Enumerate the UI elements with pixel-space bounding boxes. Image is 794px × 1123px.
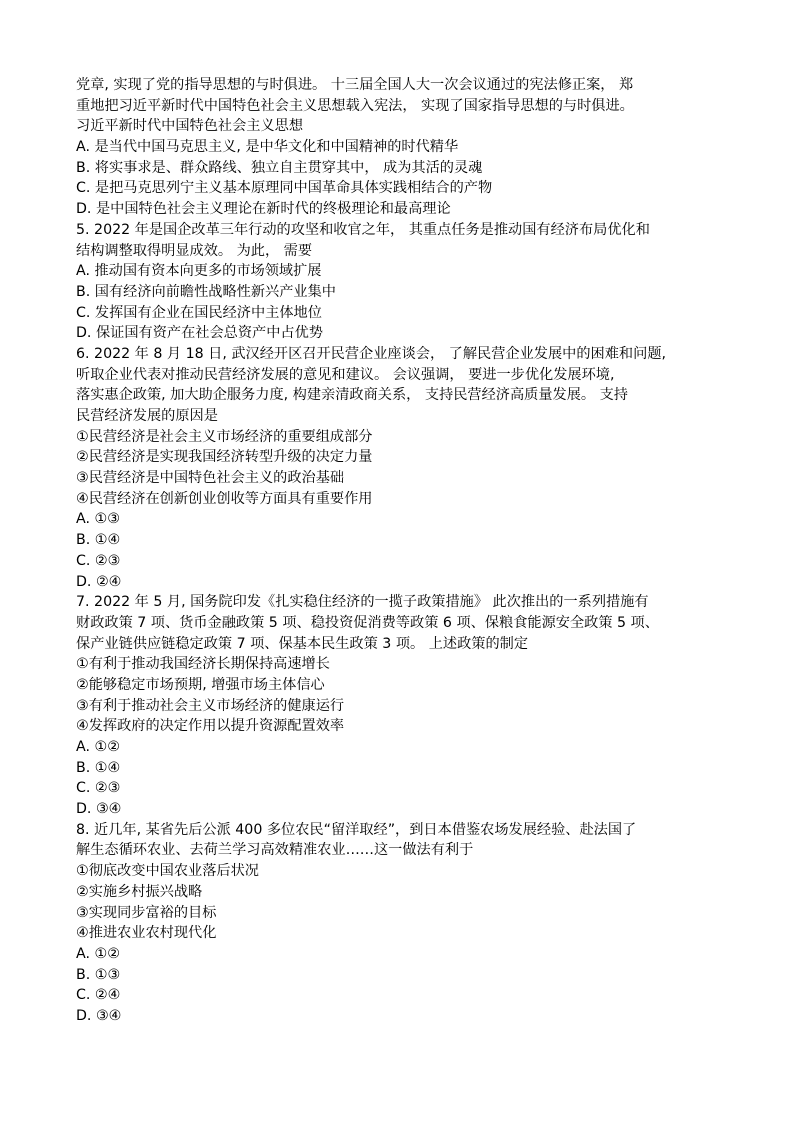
stem-line: 5. 2022 年是国企改革三年行动的攻坚和收官之年， 其重点任务是推动国有经济布局优化和 [76, 221, 650, 238]
option-d: D. ③④ [76, 801, 122, 818]
option-d: D. ③④ [76, 1007, 122, 1024]
option-c: C. ②④ [76, 987, 121, 1004]
question-8 [76, 820, 724, 1027]
stem-line: 听取企业代表对推动民营经济发展的意见和建议。 会议强调， 要进一步优化发展环境, [76, 366, 615, 383]
statement-1: ①民营经济是社会主义市场经济的重要组成部分 [76, 428, 373, 445]
stem-line: 解生态循环农业、去荷兰学习高效精准农业……这一做法有利于 [76, 842, 474, 859]
option-c: C. ②③ [76, 780, 121, 797]
option-b: B. ①④ [76, 532, 121, 549]
question-6 [76, 344, 724, 592]
option-b: B. 将实事求是、群众路线、独立自主贯穿其中， 成为其活的灵魂 [76, 159, 483, 176]
option-d: D. ②④ [76, 573, 122, 590]
option-d: D. 是中国特色社会主义理论在新时代的终极理论和最高理论 [76, 201, 451, 218]
stem-line: 重地把习近平新时代中国特色社会主义思想载入宪法， 实现了国家指导思想的与时俱进。 [76, 97, 634, 114]
stem-line: 7. 2022 年 5 月, 国务院印发《扎实稳住经济的一揽子政策措施》 此次推出的一系列措施有 [76, 594, 649, 611]
statement-4: ④民营经济在创新创业创收等方面具有重要作用 [76, 490, 373, 507]
option-c: C. 是把马克思列宁主义基本原理同中国革命具体实践相结合的产物 [76, 180, 493, 197]
statement-2: ②民营经济是实现我国经济转型升级的决定力量 [76, 449, 373, 466]
option-c: C. ②③ [76, 552, 121, 569]
stem-line: 结构调整取得明显成效。 为此， 需要 [76, 242, 313, 259]
option-a: A. ①② [76, 945, 120, 962]
statement-3: ③实现同步富裕的目标 [76, 904, 217, 921]
statement-3: ③民营经济是中国特色社会主义的政治基础 [76, 470, 345, 487]
option-d: D. 保证国有资产在社会总资产中占优势 [76, 325, 323, 342]
stem-line: 财政政策 7 项、货币金融政策 5 项、稳投资促消费等政策 6 项、保粮食能源安全政策 5 项、 [76, 614, 659, 631]
statement-2: ②能够稳定市场预期, 增强市场主体信心 [76, 676, 325, 693]
statement-4: ④推进农业农村现代化 [76, 925, 217, 942]
stem-line: 落实惠企政策, 加大助企服务力度, 构建亲清政商关系， 支持民营经济高质量发展。 支持 [76, 387, 628, 404]
option-a: A. 推动国有资本向更多的市场领域扩展 [76, 263, 322, 280]
stem-line: 党章, 实现了党的指导思想的与时俱进。 十三届全国人大一次会议通过的宪法修正案， 郑 [76, 77, 634, 93]
option-b: B. ①③ [76, 966, 121, 983]
stem-line: 习近平新时代中国特色社会主义思想 [76, 118, 304, 135]
option-b: B. 国有经济向前瞻性战略性新兴产业集中 [76, 283, 336, 300]
stem-line: 民营经济发展的原因是 [76, 408, 218, 424]
option-a: A. ①② [76, 739, 120, 755]
statement-1: ①彻底改变中国农业落后状况 [76, 863, 259, 880]
stem-line: 保产业链供应链稳定政策 7 项、保基本民生政策 3 项。 上述政策的制定 [76, 635, 529, 652]
option-a: A. ①③ [76, 511, 120, 528]
option-b: B. ①④ [76, 759, 121, 776]
question-7 [76, 592, 724, 820]
statement-3: ③有利于推动社会主义市场经济的健康运行 [76, 697, 345, 714]
statement-1: ①有利于推动我国经济长期保持高速增长 [76, 656, 330, 673]
option-a: A. 是当代中国马克思主义, 是中华文化和中国精神的时代精华 [76, 139, 459, 156]
option-c: C. 发挥国有企业在国民经济中主体地位 [76, 304, 322, 321]
statement-2: ②实施乡村振兴战略 [76, 883, 203, 900]
stem-line: 8. 近几年, 某省先后公派 400 多位农民“留洋取经”，到日本借鉴农场发展经验、赴法国了 [76, 821, 637, 838]
stem-line: 6. 2022 年 8 月 18 日, 武汉经开区召开民营企业座谈会， 了解民营企业发展中的困难和问题, [76, 345, 667, 362]
statement-4: ④发挥政府的决定作用以提升资源配置效率 [76, 718, 345, 735]
question-4-continuation [76, 75, 724, 220]
question-5 [76, 220, 724, 344]
